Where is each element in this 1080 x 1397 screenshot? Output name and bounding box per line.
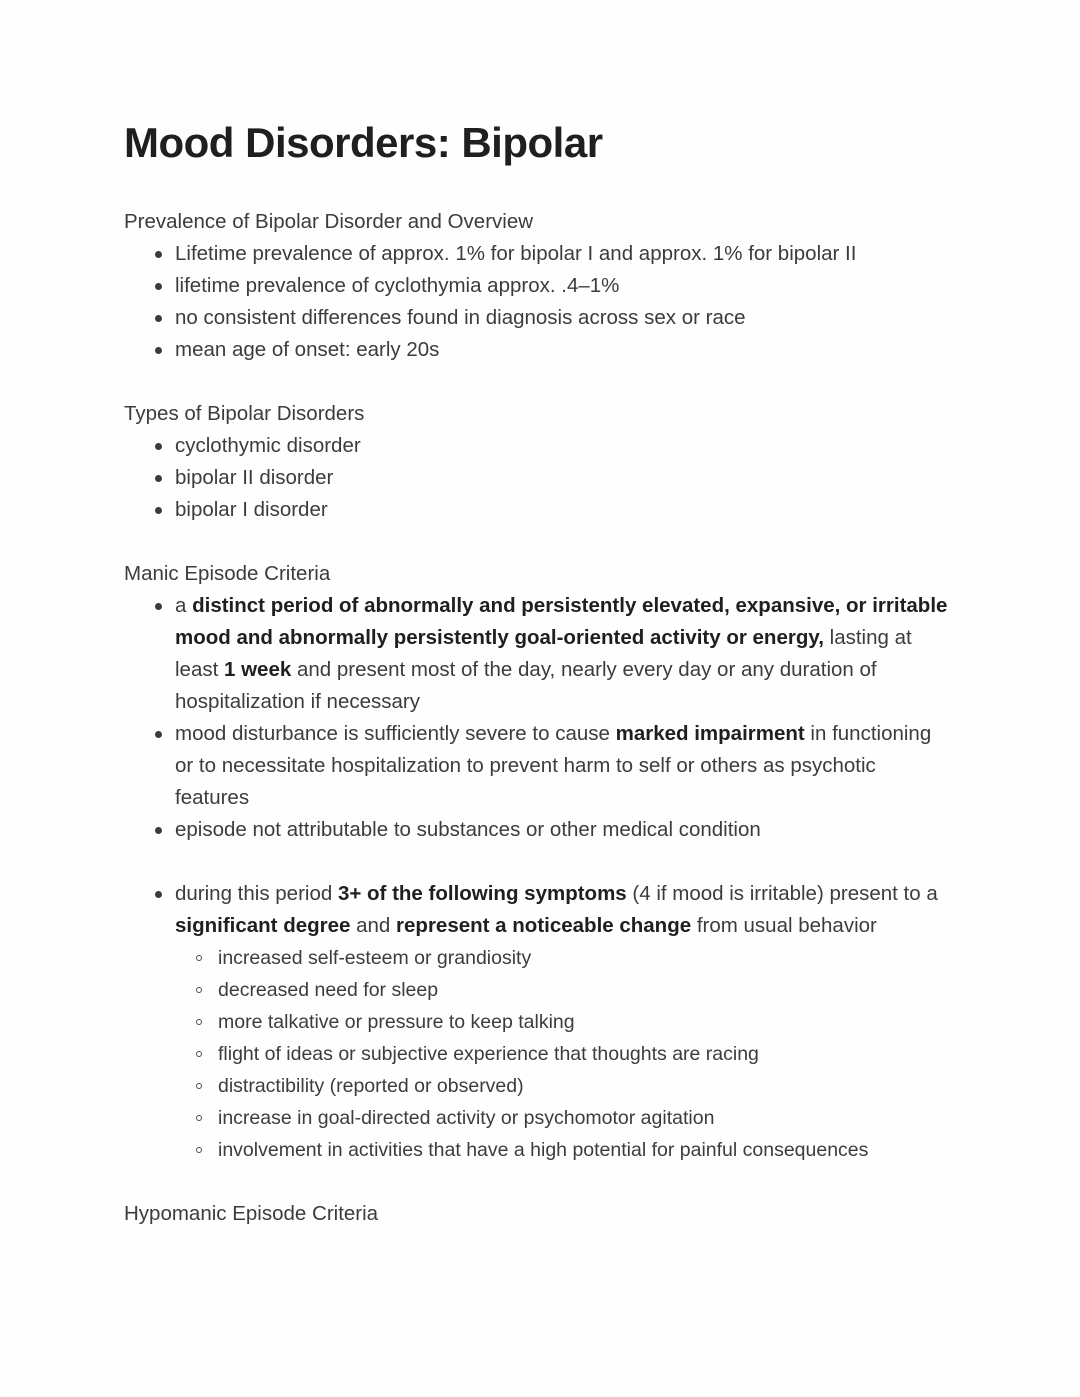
sub-list-item: [175, 974, 954, 1006]
plain-text: episode not attributable to substances or other medical condition: [175, 817, 761, 841]
list-item: [124, 878, 954, 1166]
sub-list-item-text: distractibility (reported or observed): [218, 1074, 524, 1097]
document-content: [124, 118, 954, 1230]
list-item: [124, 462, 954, 494]
sub-list-item: [175, 1102, 954, 1134]
section-types: [124, 398, 954, 526]
section-heading: Hypomanic Episode Criteria: [124, 1201, 379, 1225]
sub-list-item-text: flight of ideas or subjective experience that thoughts are racing: [218, 1042, 759, 1065]
emphasis-text: marked impairment: [615, 721, 805, 745]
sub-list-item-text: involvement in activities that have a high potential for painful consequences: [218, 1138, 869, 1161]
list-item: [124, 718, 954, 814]
sub-list-item-text: increased self-esteem or grandiosity: [218, 946, 532, 969]
list-item-text: bipolar II disorder: [175, 465, 334, 489]
section-heading: Prevalence of Bipolar Disorder and Overview: [124, 209, 534, 233]
list-item-empty: [124, 846, 954, 878]
section-hypomanic-episode-criteria: [124, 1198, 954, 1230]
plain-text: during this period: [175, 881, 338, 905]
list-item: [124, 270, 954, 302]
sub-bullet-list: [175, 942, 954, 1166]
list-item: [124, 238, 954, 270]
paragraph-spacer: [124, 366, 954, 398]
bullet-list: [124, 238, 954, 366]
plain-text: a: [175, 593, 193, 617]
list-item: [124, 334, 954, 366]
list-item-text: [175, 882, 938, 937]
sub-list-item-text: decreased need for sleep: [218, 978, 439, 1001]
emphasis-text: 1 week: [224, 657, 292, 681]
emphasis-text: 3+ of the following symptoms: [337, 881, 627, 905]
sub-list-item: [175, 1070, 954, 1102]
list-item-text: Lifetime prevalence of approx. 1% for bipolar I and approx. 1% for bipolar II: [175, 241, 857, 265]
list-item-text: cyclothymic disorder: [175, 433, 361, 457]
plain-text: in functioning or to necessitate hospitalization to prevent harm to self or others as psychotic features: [175, 721, 932, 809]
list-item: [124, 590, 954, 718]
emphasis-text: represent a noticeable change: [396, 913, 692, 937]
list-item: [124, 814, 954, 846]
sub-list-item: [175, 1134, 954, 1166]
list-item: [124, 494, 954, 526]
emphasis-text: distinct period of abnormally and persistently elevated, expansive, or irritable mood and abnormally persistently goal-oriented activity or energy,: [175, 593, 948, 649]
sub-list-item: [175, 942, 954, 974]
section-heading: Manic Episode Criteria: [124, 561, 331, 585]
section-manic-episode-criteria: [124, 558, 954, 1166]
list-item: [124, 430, 954, 462]
paragraph-spacer: [124, 526, 954, 558]
list-item-text: lifetime prevalence of cyclothymia approx. .4–1%: [175, 273, 620, 297]
plain-text: (4 if mood is irritable) present to a: [626, 881, 938, 905]
page-title: Mood Disorders: Bipolar: [124, 119, 603, 166]
plain-text: mood disturbance is sufficiently severe to cause: [175, 721, 616, 745]
paragraph-spacer: [124, 1166, 954, 1198]
sub-list-item: [175, 1038, 954, 1070]
list-item-text: mean age of onset: early 20s: [175, 337, 440, 361]
emphasis-text: significant degree: [175, 913, 351, 937]
sub-list-item-text: increase in goal-directed activity or psychomotor agitation: [218, 1106, 715, 1129]
bullet-list: [124, 430, 954, 526]
plain-text: and present most of the day, nearly every day or any duration of hospitalization if necessary: [175, 657, 877, 713]
list-item-text: [175, 818, 761, 841]
list-item-text: no consistent differences found in diagnosis across sex or race: [175, 305, 746, 329]
list-item-text: bipolar I disorder: [175, 497, 328, 521]
list-item-text: [175, 594, 947, 713]
bullet-list: [124, 590, 954, 1166]
section-heading: Types of Bipolar Disorders: [124, 401, 365, 425]
plain-text: lasting at least: [175, 625, 912, 681]
list-item: [124, 302, 954, 334]
section-prevalence: [124, 206, 954, 366]
plain-text: from usual behavior: [691, 913, 877, 937]
sub-list-item: [175, 1006, 954, 1038]
sub-list-item-text: more talkative or pressure to keep talking: [218, 1010, 575, 1033]
plain-text: and: [350, 913, 397, 937]
list-item-text: [175, 722, 931, 809]
